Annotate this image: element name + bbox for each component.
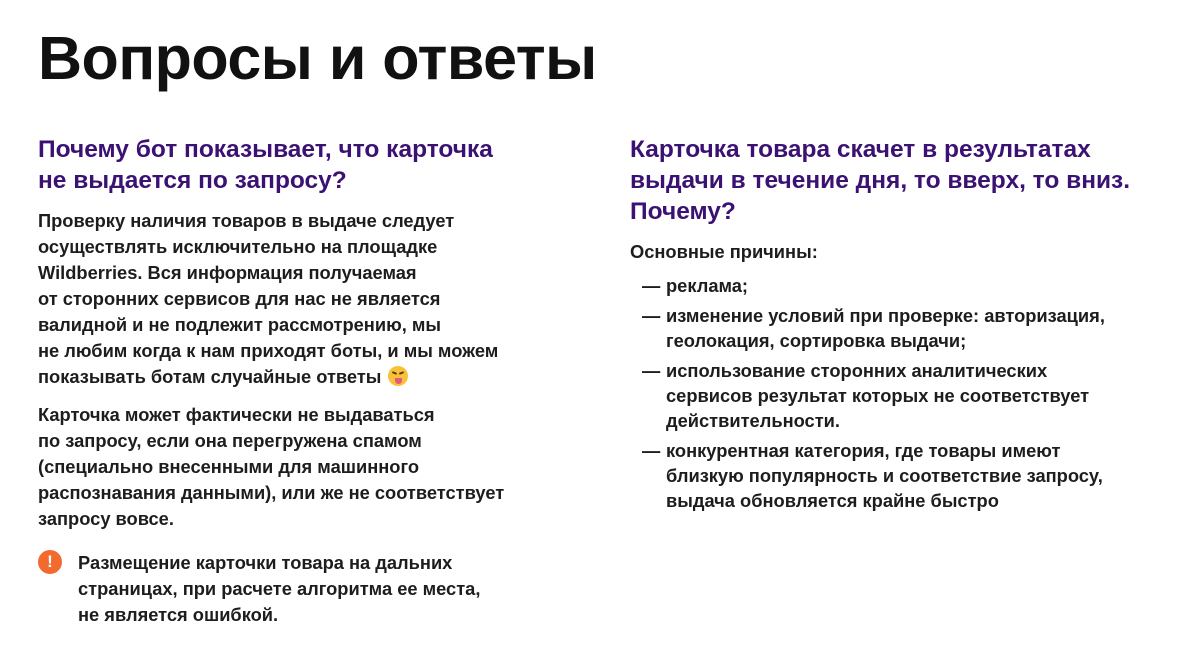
- reason-line: конкурентная категория, где товары имеют: [666, 440, 1061, 461]
- question-ranking-title: [630, 134, 1150, 227]
- reason-line: изменение условий при проверке: авторизация,: [666, 305, 1105, 326]
- answer-line: показывать ботам случайные ответы: [38, 366, 382, 387]
- note-line: страницах, при расчете алгоритма ее места,: [78, 578, 481, 599]
- question-line: Почему бот показывает, что карточка: [38, 136, 493, 163]
- question-line: Карточка товара скачет в результатах: [630, 136, 1091, 163]
- reason-line: действительности.: [666, 410, 840, 431]
- faq-left-column: [38, 134, 558, 532]
- winking-face-with-tongue-emoji-icon: [388, 366, 408, 386]
- list-item: [630, 358, 1176, 433]
- note-line: не является ошибкой.: [78, 604, 279, 625]
- answer-line: Проверку наличия товаров в выдаче следует: [38, 210, 455, 231]
- page-title: Вопросы и ответы: [38, 24, 597, 92]
- reasons-list: [630, 273, 1170, 513]
- exclamation-icon: !: [38, 550, 62, 574]
- reason-line: геолокация, сортировка выдачи;: [666, 330, 967, 351]
- answer-paragraph-1: [38, 208, 558, 390]
- answer-line: по запросу, если она перегружена спамом: [38, 430, 422, 451]
- list-item: [630, 438, 1176, 513]
- note-line: Размещение карточки товара на дальних: [78, 552, 453, 573]
- dash-bullet: —: [642, 305, 661, 326]
- answer-line: Карточка может фактически не выдаваться: [38, 404, 435, 425]
- list-item: [630, 303, 1176, 353]
- important-note: [38, 550, 558, 628]
- answer-line: осуществлять исключительно на площадке: [38, 236, 438, 257]
- answer-line: распознавания данными), или же не соответствует: [38, 482, 505, 503]
- answer-line: не любим когда к нам приходят боты, и мы можем: [38, 340, 499, 361]
- list-item: [630, 273, 1176, 298]
- question-line: не выдается по запросу?: [38, 167, 347, 194]
- question-bot-title: [38, 134, 538, 196]
- dash-bullet: —: [642, 275, 661, 296]
- reason-line: близкую популярность и соответствие запросу,: [666, 465, 1103, 486]
- answer-line: валидной и не подлежит рассмотрению, мы: [38, 314, 441, 335]
- dash-bullet: —: [642, 360, 661, 381]
- note-text: [78, 550, 480, 628]
- faq-right-column: [630, 134, 1170, 518]
- answer-line: (специально внесенными для машинного: [38, 456, 420, 477]
- reason-line: реклама;: [666, 275, 749, 296]
- reason-line: выдача обновляется крайне быстро: [666, 490, 999, 511]
- reason-line: сервисов результат которых не соответствует: [666, 385, 1090, 406]
- reasons-heading: Основные причины:: [630, 241, 818, 262]
- answer-line: запросу вовсе.: [38, 508, 174, 529]
- answer-paragraph-2: [38, 402, 558, 532]
- dash-bullet: —: [642, 440, 661, 461]
- question-line: Почему?: [630, 198, 736, 225]
- answer-line: Wildberries. Вся информация получаемая: [38, 262, 417, 283]
- answer-line: от сторонних сервисов для нас не является: [38, 288, 441, 309]
- question-line: выдачи в течение дня, то вверх, то вниз.: [630, 167, 1131, 194]
- reason-line: использование сторонних аналитических: [666, 360, 1048, 381]
